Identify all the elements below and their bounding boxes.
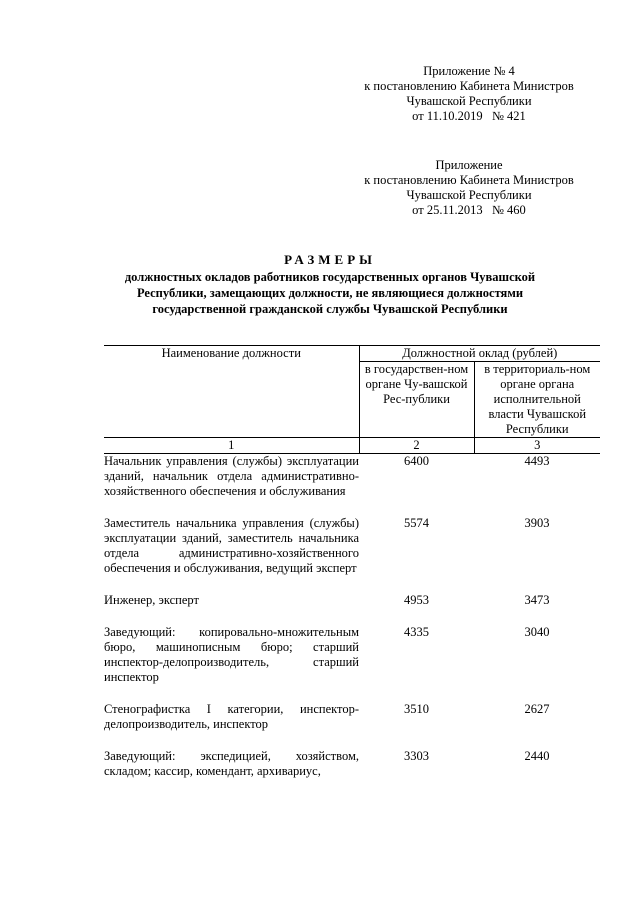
position-name: Заведующий: экспедицией, хозяйством, складом; кассир, комендант, архивариус, [104,749,359,778]
column-number-2: 2 [359,438,474,454]
position-name: Заведующий: копировально-множительным бюро, машинописным бюро; старший инспектор-делопроизводитель, старший инспектор [104,625,359,684]
position-name: Стенографистка I категории, инспектор-делопроизводитель, инспектор [104,702,359,731]
salary-territorial: 3903 [524,516,550,530]
column-number-3: 3 [474,438,600,454]
salary-territorial: 3473 [524,593,550,607]
salary-state: 3303 [404,749,429,763]
header-position-name: Наименование должности [104,346,359,438]
document-title [96,252,564,317]
appendix-current-line1: Приложение № 4 [423,64,515,78]
header-territorial-organ: в территориаль-ном органе органа исполнительной власти Чувашской Республики [484,362,591,436]
title-line-3: государственной гражданской службы Чувашской Республики [152,302,508,316]
table-row [104,454,600,500]
table-row [104,749,600,779]
header-salary: Должностной оклад (рублей) [359,346,600,362]
salary-state: 4953 [404,593,429,607]
title-line-1: должностных окладов работников государственных органов Чувашской [124,270,536,284]
salary-territorial: 4493 [524,454,550,468]
appendix-current-block [344,64,594,124]
salary-territorial: 2627 [524,702,550,716]
table-row [104,593,600,608]
salary-table [104,345,600,779]
title-heading: РАЗМЕРЫ [284,252,376,267]
appendix-current-line4: от 11.10.2019 № 421 [412,109,526,123]
salary-territorial: 3040 [524,625,550,639]
table-row [104,516,600,576]
appendix-current-line3: Чувашской Республики [406,94,532,108]
position-name: Начальник управления (службы) эксплуатации зданий, начальник отдела административно-хозяйственного обеспечения и обслуживания [104,454,359,498]
table-row [104,625,600,685]
appendix-original-block [344,158,594,218]
appendix-original-line3: Чувашской Республики [406,188,532,202]
appendix-original-line4: от 25.11.2013 № 460 [412,203,526,217]
salary-state: 6400 [404,454,429,468]
salary-territorial: 2440 [524,749,550,763]
position-name: Инженер, эксперт [104,593,199,607]
position-name: Заместитель начальника управления (службы) эксплуатации зданий, заместитель начальника отдела административно-хозяйственного обеспечения и обслуживания, ведущий эксперт [104,516,359,575]
salary-state: 5574 [404,516,429,530]
appendix-current-line2: к постановлению Кабинета Министров [364,79,574,93]
table-row [104,702,600,732]
appendix-original-line1: Приложение [435,158,503,172]
appendix-original-line2: к постановлению Кабинета Министров [364,173,574,187]
column-number-1: 1 [104,438,359,454]
header-state-organ: в государствен-ном органе Чу-вашской Рес-публики [359,362,474,438]
salary-state: 4335 [404,625,429,639]
salary-state: 3510 [404,702,429,716]
title-line-2: Республики, замещающих должности, не являющиеся должностями [136,286,524,300]
